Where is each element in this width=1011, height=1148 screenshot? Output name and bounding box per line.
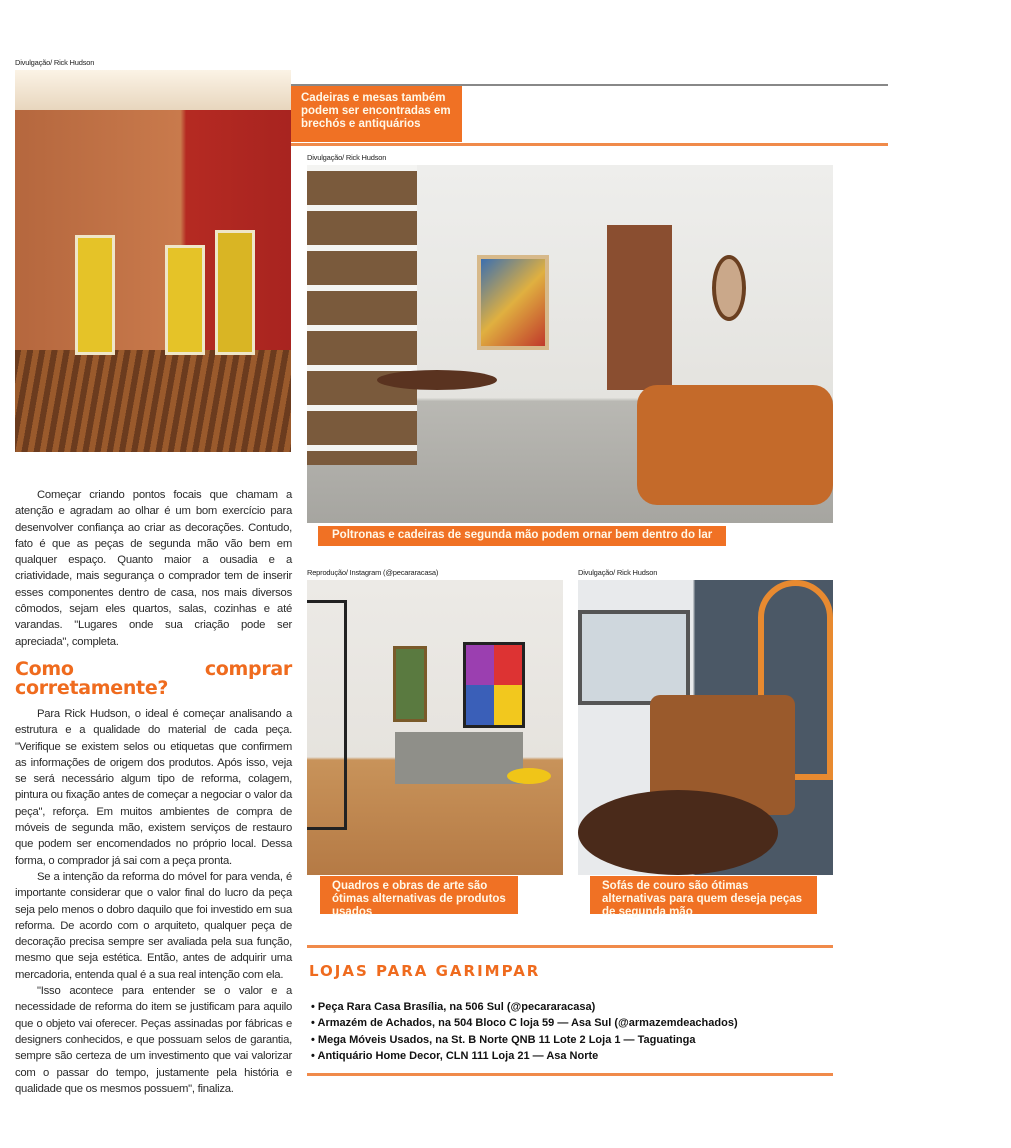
photo-dining-room xyxy=(15,70,291,452)
caption-bottom-left: Quadros e obras de arte são ótimas alternativas de produtos usados xyxy=(320,876,518,914)
paragraph: Começar criando pontos focais que chamam a atenção e agradam ao olhar é um bom exercício para desenvolver confiança ao criar as decorações. Contudo, fato é que as peças de segunda mão vão bem em qualquer espaço. Quanto maior a ousadia e a criatividade, mais segurança o comprador tem de inserir esses componentes dentro de casa, nos mais diversos cômodos, sejam eles quartos, salas, cozinhas e até varandas. "Lugares onde sua criação pode ser apreciada", completa. xyxy=(15,489,292,648)
photo-credit: Reprodução/ Instagram (@pecararacasa) xyxy=(307,568,439,577)
caption-top: Cadeiras e mesas também podem ser encontradas em brechós e antiquários xyxy=(291,86,462,142)
caption-bottom-right: Sofás de couro são ótimas alternativas para quem deseja peças de segunda mão xyxy=(590,876,817,914)
photo-credit: Divulgação/ Rick Hudson xyxy=(307,153,387,162)
photo-art-pieces xyxy=(307,580,563,875)
paragraph: Se a intenção da reforma do móvel for para venda, é importante considerar que o valor final do lucro da peça seja pelo menos o dobro daquilo que foi investido em sua reforma. De acordo com o arquiteto, qualquer peça de decoração precisa sempre ser avaliada pela sua função, mesmo que seja estética. Então, antes de adquirir uma mercadoria, entenda qual é a sua real intenção com ela. xyxy=(15,870,292,981)
stores-heading: LOJAS PARA GARIMPAR xyxy=(309,962,541,980)
list-item: • Armazém de Achados, na 504 Bloco C loja 59 — Asa Sul (@armazemdeachados) xyxy=(311,1015,738,1031)
photo-leather-sofa xyxy=(578,580,833,875)
photo-credit: Divulgação/ Rick Hudson xyxy=(578,568,658,577)
paragraph: "Isso acontece para entender se o valor e a necessidade de reforma do item se justificam para aquilo que o objeto vai oferecer. Peças assinadas por fábricas e designers conhecidos, e que possuam selos de garantia, sempre são certeza de um investimento que vai valorizar com o passar do tempo, justamente pela história e qualidade que os mesmos possuem", finaliza. xyxy=(15,985,292,1095)
list-item: • Antiquário Home Decor, CLN 111 Loja 21 — Asa Norte xyxy=(311,1048,738,1064)
stores-list xyxy=(311,999,738,1064)
section-heading: Como comprar corretamente? xyxy=(15,657,292,699)
divider xyxy=(307,1073,833,1076)
caption-main: Poltronas e cadeiras de segunda mão podem ornar bem dentro do lar xyxy=(318,526,726,546)
photo-credit: Divulgação/ Rick Hudson xyxy=(15,58,95,67)
article-body xyxy=(15,487,292,1097)
paragraph: Para Rick Hudson, o ideal é começar analisando a estrutura e a qualidade do material de cada peça. "Verifique se existem selos ou etiquetas que confirmem as informações de origem dos produtos. Após isso, veja se será necessário algum tipo de reforma, colagem, pintura ou fixação antes de começar a negociar o valor da peça", reforça. Em muitos ambientes de compra de móveis de segunda mão, existem serviços de restauro que podem ser encomendados no próprio local. Dessa forma, o comprador já sai com a peça pronta. xyxy=(15,707,292,867)
divider xyxy=(307,945,833,948)
photo-living-room xyxy=(307,165,833,523)
divider xyxy=(291,143,888,146)
list-item: • Peça Rara Casa Brasília, na 506 Sul (@pecararacasa) xyxy=(311,999,738,1015)
list-item: • Mega Móveis Usados, na St. B Norte QNB 11 Lote 2 Loja 1 — Taguatinga xyxy=(311,1032,738,1048)
